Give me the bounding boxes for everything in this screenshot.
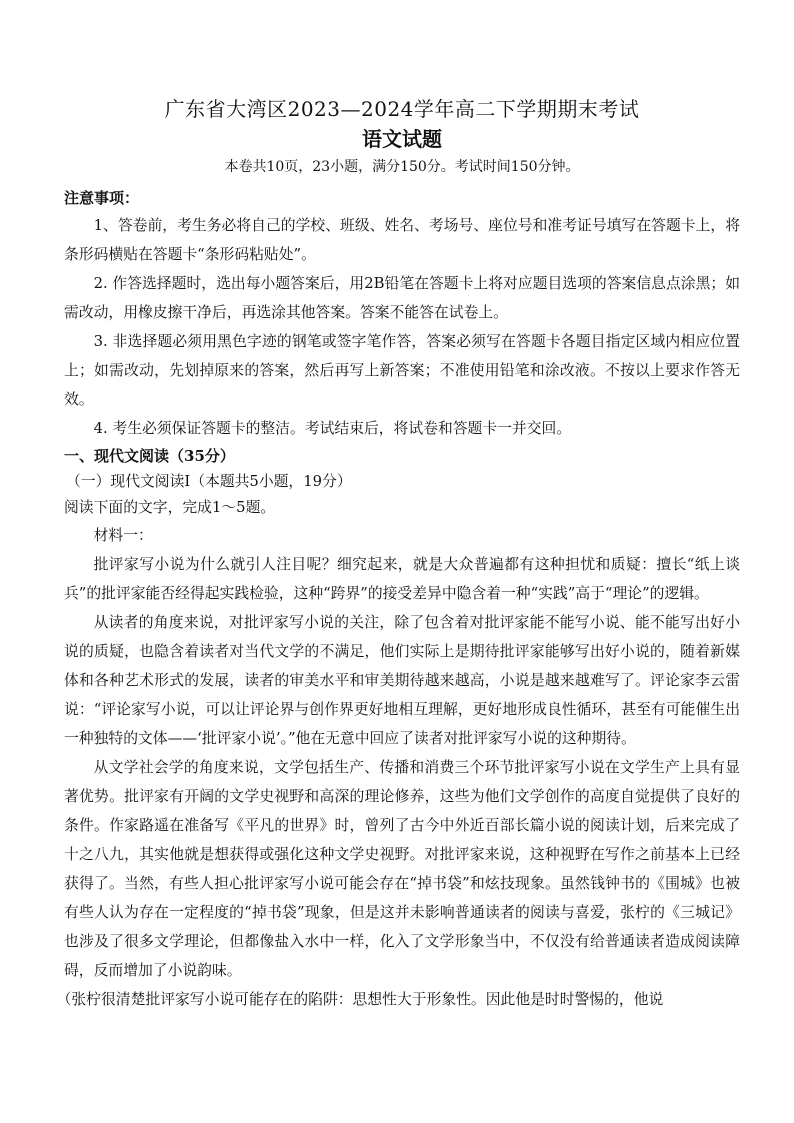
notice-item-3: 3. 非选择题必须用黑色字迹的钢笔或签字笔作答，答案必须写在答题卡各题目指定区域内相应位置上；如需改动，先划掉原来的答案，然后再写上新答案；不准使用铅笔和涂改液。不按以上要求作答无效。 <box>64 333 740 408</box>
material-paragraph-2: 从读者的角度来说，对批评家写小说的关注，除了包含着对批评家能不能写小说、能不能写出好小说的质疑，也隐含着读者对当代文学的不满足，他们实际上是期待批评家能够写出好小说的，随着新媒体和各种艺术形式的发展，读者的审美水平和审美期待越来越高，小说是越来越难写了。评论家李云雷说：“评论家写小说，可以让评论界与创作界更好地相互理解，更好地形成良性循环，甚至有可能催生出一种独特的文体——‘批评家小说’。”他在无意中回应了读者对批评家写小说的这种期待。 <box>64 614 740 747</box>
notice-item-1: 1、答卷前，考生务必将自己的学校、班级、姓名、考场号、座位号和准考证号填写在答题卡上，将条形码横贴在答题卡“条形码粘贴处”。 <box>64 217 740 263</box>
page-content <box>56 95 740 1014</box>
reading-instruction: 阅读下面的文字，完成1～5题。 <box>64 499 276 516</box>
section-heading: 一、现代文阅读（35分） <box>64 447 235 465</box>
exam-title: 广东省大湾区2023—2024学年高二下学期期末考试 <box>164 97 640 121</box>
exam-info: 本卷共10页，23小题，满分150分。考试时间150分钟。 <box>224 159 580 175</box>
subject-title: 语文试题 <box>362 127 442 151</box>
notice-item-2: 2. 作答选择题时，选出每小题答案后，用2B铅笔在答题卡上将对应题目选项的答案信息点涂黑；如需改动，用橡皮擦干净后，再选涂其他答案。答案不能答在试卷上。 <box>64 275 740 321</box>
material-paragraph-4: （张柠很清楚批评家写小说可能存在的陷阱：思想性大于形象性。因此他是时时警惕的，他说 <box>56 991 664 1008</box>
material-paragraph-1: 批评家写小说为什么就引人注目呢？细究起来，就是大众普遍都有这种担忧和质疑：擅长“纸上谈兵”的批评家能否经得起实践检验，这种“跨界”的接受差异中隐含着一种“实践”高于“理论”的逻辑。 <box>64 556 740 602</box>
notice-heading: 注意事项： <box>64 189 140 207</box>
material-paragraph-3: 从文学社会学的角度来说，文学包括生产、传播和消费三个环节批评家写小说在文学生产上具有显著优势。批评家有开阔的文学史视野和高深的理论修养，这些为他们文学创作的高度自觉提供了良好的条件。作家路遥在准备写《平凡的世界》时，曾列了古今中外近百部长篇小说的阅读计划，后来完成了十之八九，其实他就是想获得或强化这种文学史视野。对批评家来说，这种视野在写作之前基本上已经获得了。当然，有些人担心批评家写小说可能会存在“掉书袋”和炫技现象。虽然钱钟书的《围城》也被有些人认为存在一定程度的“掉书袋”现象，但是这并未影响普通读者的阅读与喜爱，张柠的《三城记》也涉及了很多文学理论，但都像盐入水中一样，化入了文学形象当中，不仅没有给普通读者造成阅读障碍，反而增加了小说韵味。 <box>64 759 740 979</box>
subsection-heading: （一）现代文阅读Ⅰ（本题共5小题，19分） <box>66 473 352 490</box>
material-label: 材料一： <box>93 527 153 544</box>
notice-item-4: 4. 考生必须保证答题卡的整洁。考试结束后，将试卷和答题卡一并交回。 <box>93 420 572 437</box>
